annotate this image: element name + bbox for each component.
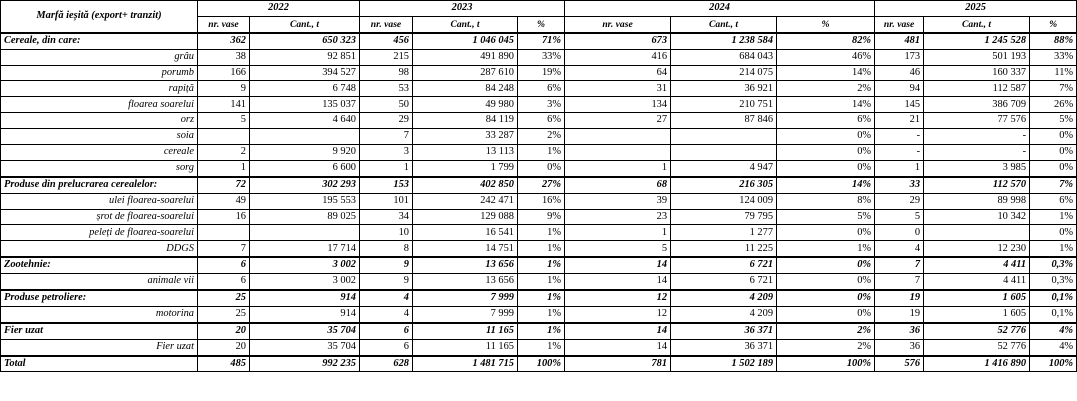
cell-value: 287 610 (413, 65, 518, 81)
cell-value: 215 (360, 49, 413, 65)
cell-value: 914 (250, 290, 360, 306)
cell-value (250, 129, 360, 145)
cell-value: 8% (777, 193, 875, 209)
cell-value (198, 225, 250, 241)
cell-value: 0% (1030, 160, 1077, 176)
cell-value: 11 165 (413, 339, 518, 355)
cell-value: 36 (875, 339, 924, 355)
cell-value: 1 238 584 (671, 33, 777, 49)
cell-value: 1 245 528 (924, 33, 1030, 49)
cell-value: 20 (198, 323, 250, 339)
cell-value: 1 502 189 (671, 356, 777, 372)
cell-value: 145 (875, 97, 924, 113)
cell-value: 2% (518, 129, 565, 145)
cell-value: 650 323 (250, 33, 360, 49)
cell-value: 6 721 (671, 257, 777, 273)
table-row (1, 129, 1077, 145)
table-row (1, 241, 1077, 257)
cell-value: 89 025 (250, 209, 360, 225)
cell-value: 46 (875, 65, 924, 81)
cell-value: 684 043 (671, 49, 777, 65)
cell-value: 7 (360, 129, 413, 145)
cell-value: 1 046 045 (413, 33, 518, 49)
cell-value: 4 640 (250, 113, 360, 129)
cell-value: 302 293 (250, 177, 360, 193)
cell-value: 153 (360, 177, 413, 193)
table-row (1, 81, 1077, 97)
cell-value: 4% (1030, 323, 1077, 339)
cell-value: 14 (565, 274, 671, 290)
cell-value: 135 037 (250, 97, 360, 113)
cell-value: 11% (1030, 65, 1077, 81)
cell-value: 781 (565, 356, 671, 372)
cell-value: 49 (198, 193, 250, 209)
cell-value: 0% (777, 129, 875, 145)
cell-value: 0 (875, 225, 924, 241)
cell-value: 27 (565, 113, 671, 129)
subheader-2022-nr: nr. vase (198, 16, 250, 32)
cell-value: - (924, 145, 1030, 161)
cell-value: 1% (518, 323, 565, 339)
cell-value: 6% (777, 113, 875, 129)
cell-value: 14% (777, 97, 875, 113)
cell-value: 0% (777, 145, 875, 161)
cell-value: 112 587 (924, 81, 1030, 97)
cell-value: 77 576 (924, 113, 1030, 129)
table-row (1, 49, 1077, 65)
cell-value: 6 600 (250, 160, 360, 176)
row-label: floarea soarelui (1, 97, 198, 113)
row-label: peleți de floarea-soarelui (1, 225, 198, 241)
cell-value: 11 225 (671, 241, 777, 257)
cell-value: 7% (1030, 81, 1077, 97)
cell-value: 386 709 (924, 97, 1030, 113)
cell-value: 1 277 (671, 225, 777, 241)
row-label: grâu (1, 49, 198, 65)
cell-value: 82% (777, 33, 875, 49)
cell-value: 100% (518, 356, 565, 372)
year-2023: 2023 (360, 1, 565, 17)
row-label: animale vii (1, 274, 198, 290)
cell-value: 4 411 (924, 274, 1030, 290)
cell-value: 210 751 (671, 97, 777, 113)
cell-value: 68 (565, 177, 671, 193)
cell-value: 49 980 (413, 97, 518, 113)
cell-value: 124 009 (671, 193, 777, 209)
cell-value: 38 (198, 49, 250, 65)
cell-value: 394 527 (250, 65, 360, 81)
corner-label: Marfă ieșită (export+ tranzit) (1, 1, 198, 33)
table-row (1, 65, 1077, 81)
cell-value: 87 846 (671, 113, 777, 129)
cell-value: 628 (360, 356, 413, 372)
cell-value: 673 (565, 33, 671, 49)
cell-value: 16 (198, 209, 250, 225)
cell-value: 6 (198, 274, 250, 290)
cell-value: 88% (1030, 33, 1077, 49)
cell-value: 0% (777, 274, 875, 290)
cell-value: 36 371 (671, 339, 777, 355)
cell-value: 33 (875, 177, 924, 193)
cell-value: 0% (777, 306, 875, 322)
cell-value: 0,3% (1030, 274, 1077, 290)
cell-value: 84 119 (413, 113, 518, 129)
cell-value: 501 193 (924, 49, 1030, 65)
cell-value: 11 165 (413, 323, 518, 339)
cell-value: 29 (875, 193, 924, 209)
cell-value: 166 (198, 65, 250, 81)
cell-value: 10 (360, 225, 413, 241)
cell-value: 7 999 (413, 290, 518, 306)
cell-value: 1 481 715 (413, 356, 518, 372)
subheader-2025-nr: nr. vase (875, 16, 924, 32)
cell-value: 0% (777, 160, 875, 176)
cell-value: 0% (518, 160, 565, 176)
subheader-2024-cant: Cant., t (671, 16, 777, 32)
cell-value: 13 656 (413, 257, 518, 273)
cell-value: 52 776 (924, 339, 1030, 355)
cell-value: 39 (565, 193, 671, 209)
cell-value: 3 985 (924, 160, 1030, 176)
cell-value: 7 (875, 257, 924, 273)
cell-value: 576 (875, 356, 924, 372)
cell-value: 914 (250, 306, 360, 322)
cell-value: 173 (875, 49, 924, 65)
cell-value: 20 (198, 339, 250, 355)
table-row (1, 274, 1077, 290)
row-label: Produse din prelucrarea cerealelor: (1, 177, 198, 193)
cell-value: 34 (360, 209, 413, 225)
cell-value: 5% (1030, 113, 1077, 129)
subheader-2022-cant: Cant., t (250, 16, 360, 32)
cell-value: 1% (777, 241, 875, 257)
cell-value: 992 235 (250, 356, 360, 372)
cell-value: 1% (518, 225, 565, 241)
cell-value: 4 947 (671, 160, 777, 176)
row-label: Fier uzat (1, 339, 198, 355)
row-label: orz (1, 113, 198, 129)
cell-value: 4 (360, 306, 413, 322)
cell-value: 31 (565, 81, 671, 97)
table-row (1, 306, 1077, 322)
row-label: motorina (1, 306, 198, 322)
cell-value: 4 (875, 241, 924, 257)
cell-value: 19% (518, 65, 565, 81)
cell-value: 17 714 (250, 241, 360, 257)
cell-value: 6 (360, 339, 413, 355)
cell-value: 216 305 (671, 177, 777, 193)
cell-value: 14% (777, 177, 875, 193)
table-row (1, 97, 1077, 113)
cell-value (565, 145, 671, 161)
table-row (1, 160, 1077, 176)
cell-value: 112 570 (924, 177, 1030, 193)
cell-value: 13 113 (413, 145, 518, 161)
cell-value: 1% (518, 339, 565, 355)
row-label: cereale (1, 145, 198, 161)
cell-value: 3 (360, 145, 413, 161)
cell-value: 21 (875, 113, 924, 129)
subheader-2023-pct: % (518, 16, 565, 32)
subheader-2024-nr: nr. vase (565, 16, 671, 32)
cell-value: 3 002 (250, 257, 360, 273)
cell-value: 1 (565, 225, 671, 241)
cell-value: 1% (518, 306, 565, 322)
row-label: rapiță (1, 81, 198, 97)
cell-value: 9 (360, 274, 413, 290)
cell-value: 14 (565, 323, 671, 339)
cell-value: 100% (1030, 356, 1077, 372)
cell-value: 6 721 (671, 274, 777, 290)
cell-value: 2% (777, 323, 875, 339)
table-row (1, 339, 1077, 355)
row-label: Fier uzat (1, 323, 198, 339)
cell-value: 101 (360, 193, 413, 209)
cell-value: 7 (875, 274, 924, 290)
cell-value: 1% (518, 145, 565, 161)
cell-value: 0,1% (1030, 290, 1077, 306)
cell-value: 7% (1030, 177, 1077, 193)
table-row-group (1, 356, 1077, 372)
cell-value: 1 605 (924, 290, 1030, 306)
table-row (1, 209, 1077, 225)
cell-value: 6 (198, 257, 250, 273)
cell-value: 1 (875, 160, 924, 176)
cell-value: 36 371 (671, 323, 777, 339)
cell-value: 29 (360, 113, 413, 129)
cell-value: 456 (360, 33, 413, 49)
cell-value (671, 145, 777, 161)
cell-value: 100% (777, 356, 875, 372)
cell-value: 84 248 (413, 81, 518, 97)
cell-value: 160 337 (924, 65, 1030, 81)
cell-value: 214 075 (671, 65, 777, 81)
cell-value: 14% (777, 65, 875, 81)
cell-value: 5% (777, 209, 875, 225)
year-2025: 2025 (875, 1, 1077, 17)
cell-value: 1 (360, 160, 413, 176)
cell-value: 36 921 (671, 81, 777, 97)
cell-value: 36 (875, 323, 924, 339)
cell-value: 1 416 890 (924, 356, 1030, 372)
cell-value: 2% (777, 339, 875, 355)
cell-value: 402 850 (413, 177, 518, 193)
cell-value: 14 751 (413, 241, 518, 257)
cell-value: 23 (565, 209, 671, 225)
row-label: soia (1, 129, 198, 145)
subheader-2025-cant: Cant., t (924, 16, 1030, 32)
cell-value: 4 (360, 290, 413, 306)
year-header-row (1, 1, 1077, 17)
cell-value: 3% (518, 97, 565, 113)
table-row-group (1, 323, 1077, 339)
cell-value: 7 999 (413, 306, 518, 322)
cell-value: 0,3% (1030, 257, 1077, 273)
cell-value: 362 (198, 33, 250, 49)
table-row-group (1, 177, 1077, 193)
cell-value: 485 (198, 356, 250, 372)
cell-value: 16% (518, 193, 565, 209)
cell-value: 9 (198, 81, 250, 97)
cell-value: 4% (1030, 339, 1077, 355)
year-2024: 2024 (565, 1, 875, 17)
cell-value: 9 (360, 257, 413, 273)
table-body (1, 33, 1077, 372)
cell-value: 25 (198, 306, 250, 322)
cell-value: 12 230 (924, 241, 1030, 257)
cell-value: - (875, 145, 924, 161)
cell-value: 89 998 (924, 193, 1030, 209)
year-2022: 2022 (198, 1, 360, 17)
cell-value: 0% (777, 290, 875, 306)
cell-value: 1% (518, 290, 565, 306)
cell-value: 72 (198, 177, 250, 193)
cell-value: 4 209 (671, 306, 777, 322)
table-row (1, 193, 1077, 209)
cell-value: 4 411 (924, 257, 1030, 273)
row-label: Produse petroliere: (1, 290, 198, 306)
cell-value: 6 748 (250, 81, 360, 97)
cell-value: 242 471 (413, 193, 518, 209)
cell-value: 6% (518, 113, 565, 129)
cell-value: 141 (198, 97, 250, 113)
subheader-2025-pct: % (1030, 16, 1077, 32)
cell-value: 0% (1030, 129, 1077, 145)
cell-value: 1 (565, 160, 671, 176)
cell-value: 0% (1030, 225, 1077, 241)
cell-value: 50 (360, 97, 413, 113)
cell-value: 10 342 (924, 209, 1030, 225)
cell-value: 129 088 (413, 209, 518, 225)
cell-value: 0,1% (1030, 306, 1077, 322)
cell-value: 33 287 (413, 129, 518, 145)
row-label: ulei floarea-soarelui (1, 193, 198, 209)
subheader-2024-pct: % (777, 16, 875, 32)
table-row (1, 145, 1077, 161)
cell-value: 7 (198, 241, 250, 257)
cell-value: 71% (518, 33, 565, 49)
cell-value (250, 225, 360, 241)
table-row (1, 113, 1077, 129)
cell-value: 1 799 (413, 160, 518, 176)
cell-value: - (875, 129, 924, 145)
cell-value: 9% (518, 209, 565, 225)
cell-value: 6% (1030, 193, 1077, 209)
cell-value: 0% (777, 225, 875, 241)
cell-value: 16 541 (413, 225, 518, 241)
cell-value: 35 704 (250, 339, 360, 355)
cell-value: 0% (777, 257, 875, 273)
cell-value: 19 (875, 306, 924, 322)
cell-value: 195 553 (250, 193, 360, 209)
table-row-group (1, 257, 1077, 273)
cell-value: 14 (565, 257, 671, 273)
row-label: DDGS (1, 241, 198, 257)
cell-value: 1 (198, 160, 250, 176)
cell-value: 4 209 (671, 290, 777, 306)
cell-value: 0% (1030, 145, 1077, 161)
subheader-2023-cant: Cant., t (413, 16, 518, 32)
row-label: porumb (1, 65, 198, 81)
cell-value: 26% (1030, 97, 1077, 113)
cell-value: 13 656 (413, 274, 518, 290)
row-label: Cereale, din care: (1, 33, 198, 49)
row-label: Total (1, 356, 198, 372)
cell-value: 1% (518, 241, 565, 257)
cell-value: 1% (1030, 209, 1077, 225)
cell-value: 79 795 (671, 209, 777, 225)
cell-value: 19 (875, 290, 924, 306)
cell-value: 2% (777, 81, 875, 97)
table-row (1, 225, 1077, 241)
cell-value: 5 (565, 241, 671, 257)
cell-value: 6% (518, 81, 565, 97)
cell-value: 52 776 (924, 323, 1030, 339)
cell-value (565, 129, 671, 145)
cell-value: 94 (875, 81, 924, 97)
cell-value: 5 (198, 113, 250, 129)
row-label: șrot de floarea-soarelui (1, 209, 198, 225)
cell-value: 6 (360, 323, 413, 339)
cell-value: 35 704 (250, 323, 360, 339)
cell-value: 46% (777, 49, 875, 65)
cell-value: 8 (360, 241, 413, 257)
cell-value: 5 (875, 209, 924, 225)
cell-value: 92 851 (250, 49, 360, 65)
cell-value: 1 605 (924, 306, 1030, 322)
cell-value (198, 129, 250, 145)
cell-value: - (924, 129, 1030, 145)
cell-value: 416 (565, 49, 671, 65)
cell-value: 12 (565, 306, 671, 322)
cell-value: 134 (565, 97, 671, 113)
cell-value: 1% (1030, 241, 1077, 257)
row-label: Zootehnie: (1, 257, 198, 273)
cell-value (924, 225, 1030, 241)
row-label: sorg (1, 160, 198, 176)
table-row-group (1, 33, 1077, 49)
cell-value: 25 (198, 290, 250, 306)
cell-value: 481 (875, 33, 924, 49)
cell-value: 1% (518, 274, 565, 290)
cell-value: 27% (518, 177, 565, 193)
cell-value: 12 (565, 290, 671, 306)
cell-value: 9 920 (250, 145, 360, 161)
cell-value: 14 (565, 339, 671, 355)
cell-value: 33% (518, 49, 565, 65)
subheader-2023-nr: nr. vase (360, 16, 413, 32)
cell-value (671, 129, 777, 145)
cell-value: 1% (518, 257, 565, 273)
cell-value: 33% (1030, 49, 1077, 65)
table-row-group (1, 290, 1077, 306)
cell-value: 491 890 (413, 49, 518, 65)
cell-value: 53 (360, 81, 413, 97)
cell-value: 98 (360, 65, 413, 81)
cell-value: 2 (198, 145, 250, 161)
cell-value: 64 (565, 65, 671, 81)
cell-value: 3 002 (250, 274, 360, 290)
